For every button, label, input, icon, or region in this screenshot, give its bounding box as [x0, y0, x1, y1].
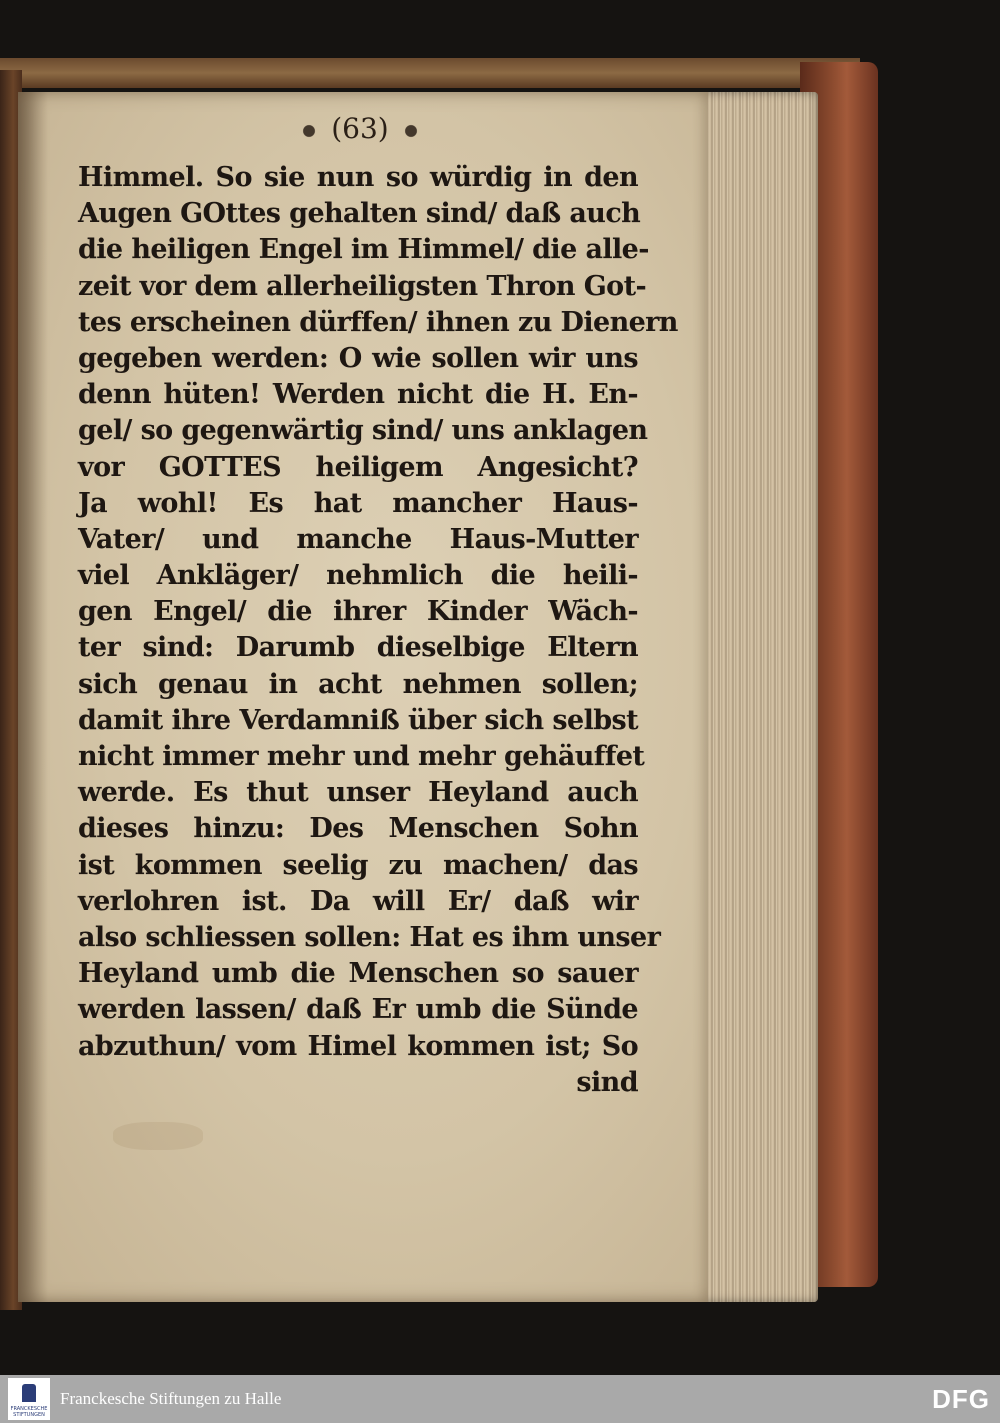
logo-caption: FRANCKESCHE STIFTUNGEN: [10, 1406, 48, 1418]
text-line: werden lassen/ daß Er umb die Sünde: [78, 994, 638, 1026]
book-page: [18, 92, 708, 1302]
text-line: zeit vor dem allerheiligsten Thron Got-: [78, 270, 647, 302]
text-line: Himmel. So sie nun so würdig in den: [78, 162, 638, 193]
text-line: Augen GOttes gehalten sind/ daß auch: [78, 198, 641, 230]
text-line: gen Engel/ die ihrer Kinder Wäch-: [78, 596, 638, 628]
page-number: (63): [331, 112, 389, 145]
text-line: sich genau in acht nehmen sollen;: [78, 668, 638, 700]
page-header: [260, 112, 460, 145]
ornament-icon: [296, 122, 322, 140]
text-line: ist kommen seelig zu machen/ das: [78, 849, 638, 881]
text-line: tes erscheinen dürffen/ ihnen zu Dienern: [78, 306, 678, 338]
text-line: die heiligen Engel im Himmel/ die alle-: [78, 234, 649, 266]
text-line: denn hüten! Werden nicht die H. En-: [78, 379, 638, 411]
book-top-edge: [0, 58, 860, 88]
text-line: viel Ankläger/ nehmlich die heili-: [78, 560, 638, 592]
text-line: werde. Es thut unser Heyland auch: [78, 777, 638, 809]
text-line: verlohren ist. Da will Er/ daß wir: [78, 885, 638, 917]
text-line: Vater/ und manche Haus-Mutter: [78, 523, 638, 555]
ink-stain: [113, 1122, 203, 1150]
text-line: nicht immer mehr und mehr gehäuffet: [78, 741, 645, 772]
text-line: damit ihre Verdamniß über sich selbst: [78, 704, 638, 736]
text-line: ter sind: Darumb dieselbige Eltern: [78, 632, 638, 664]
text-line: gel/ so gegenwärtig sind/ uns anklagen: [78, 415, 648, 447]
page-gutter-shadow: [18, 92, 48, 1302]
text-line: Heyland umb die Menschen so sauer: [78, 958, 638, 990]
ornament-icon: [398, 122, 424, 140]
institution-name[interactable]: Franckesche Stiftungen zu Halle: [60, 1389, 282, 1408]
text-line: dieses hinzu: Des Menschen Sohn: [78, 813, 638, 845]
text-line: abzuthun/ vom Himel kommen ist; So: [78, 1030, 638, 1062]
text-line: vor GOTTES heiligem Angesicht?: [78, 451, 638, 483]
page-edges: [700, 92, 818, 1302]
page-text: [78, 160, 678, 1101]
viewer-footer: [0, 1375, 1000, 1423]
institution-logo[interactable]: [8, 1378, 50, 1420]
text-line: Ja wohl! Es hat mancher Haus-: [78, 487, 638, 519]
catchword: sind: [576, 1066, 638, 1098]
text-line: gegeben werden: O wie sollen wir uns: [78, 342, 638, 374]
dfg-logo[interactable]: DFG: [932, 1384, 990, 1414]
building-icon: [22, 1384, 36, 1402]
text-line: also schliessen sollen: Hat es ihm unser: [78, 921, 661, 953]
